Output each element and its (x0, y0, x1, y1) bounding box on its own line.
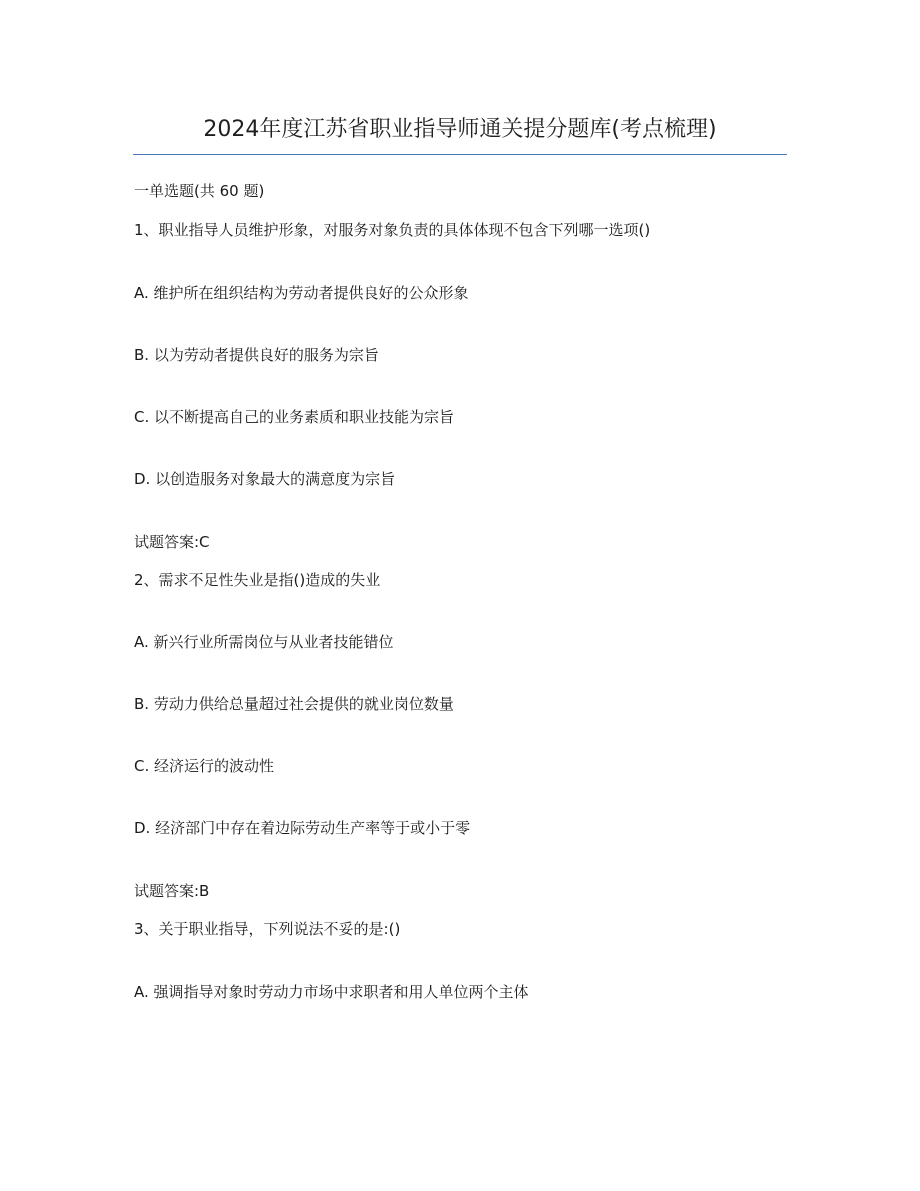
title-divider (133, 154, 787, 155)
question-1-option-d: D. 以创造服务对象最大的满意度为宗旨 (134, 470, 396, 488)
question-1-answer: 试题答案:C (134, 533, 210, 551)
question-1-option-c: C. 以不断提高自己的业务素质和职业技能为宗旨 (134, 408, 455, 426)
question-1-option-a: A. 维护所在组织结构为劳动者提供良好的公众形象 (134, 284, 469, 302)
question-2-answer: 试题答案:B (134, 882, 210, 900)
question-2-option-a: A. 新兴行业所需岗位与从业者技能错位 (134, 633, 394, 651)
question-1-option-b: B. 以为劳动者提供良好的服务为宗旨 (134, 346, 379, 364)
question-3-option-a: A. 强调指导对象时劳动力市场中求职者和用人单位两个主体 (134, 983, 529, 1001)
question-3-stem: 3、关于职业指导，下列说法不妥的是:() (134, 920, 401, 938)
section-heading: 一单选题(共 60 题) (134, 182, 265, 200)
question-2-option-b: B. 劳动力供给总量超过社会提供的就业岗位数量 (134, 695, 454, 713)
document-title: 2024年度江苏省职业指导师通关提分题库(考点梳理) (203, 117, 717, 142)
question-2-option-c: C. 经济运行的波动性 (134, 757, 275, 775)
question-2-stem: 2、需求不足性失业是指()造成的失业 (134, 571, 381, 589)
question-2-option-d: D. 经济部门中存在着边际劳动生产率等于或小于零 (134, 819, 471, 837)
question-1-stem: 1、职业指导人员维护形象，对服务对象负责的具体体现不包含下列哪一选项() (134, 221, 651, 239)
